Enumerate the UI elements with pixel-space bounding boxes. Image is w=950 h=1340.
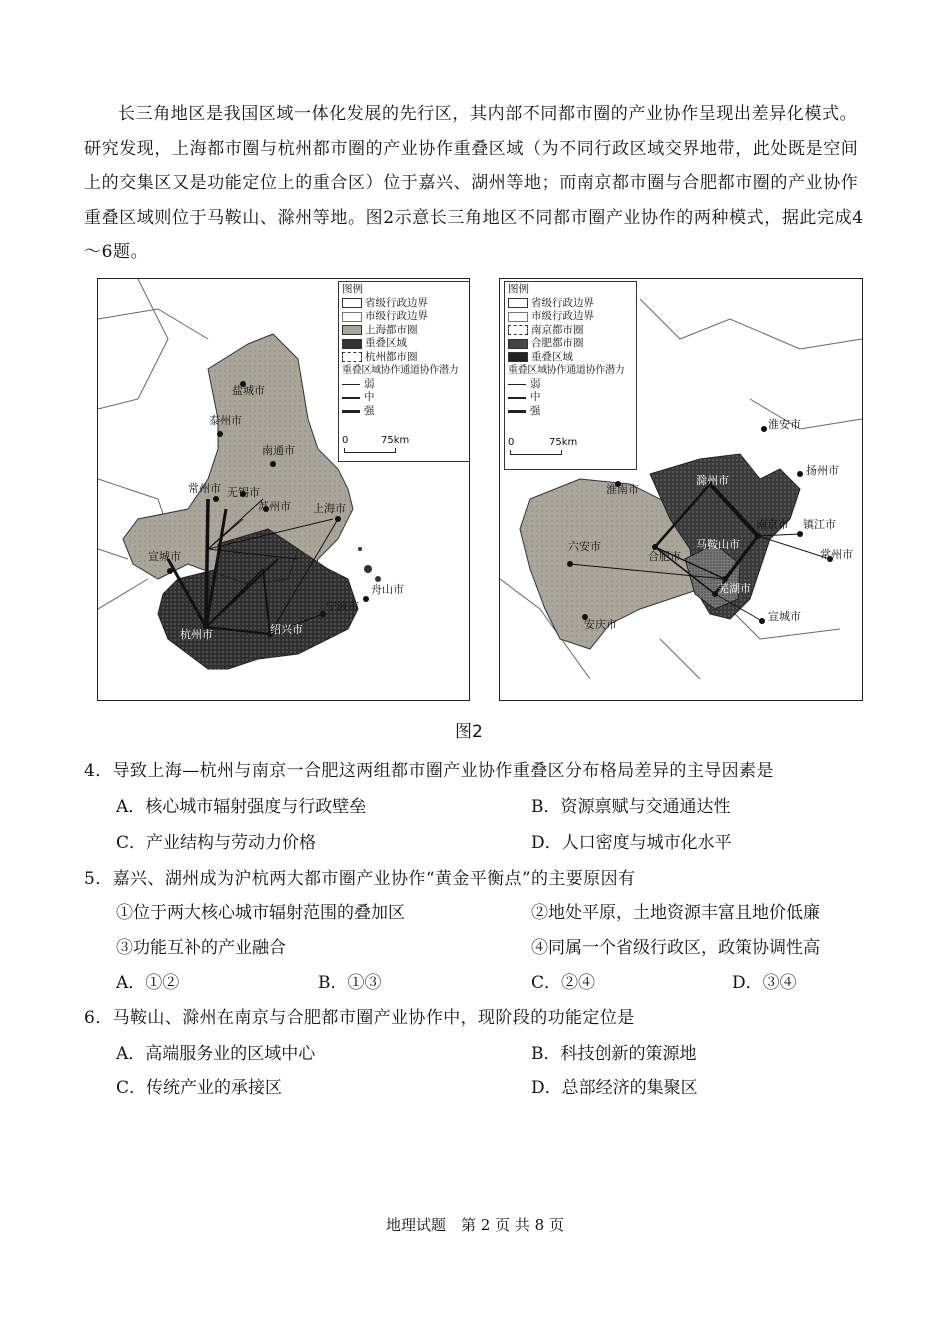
city-label: 淮南市 [606,483,639,496]
figure-caption: 图2 [455,722,483,742]
legend-swatch-shanghai [342,325,362,335]
city-label: 扬州市 [806,464,839,477]
statement-2: ②地处平原，土地资源丰富且地价低廉 [531,903,820,923]
city-label: 宣城市 [148,550,181,563]
legend-label: 中 [364,391,375,403]
legend-title: 图例 [342,283,363,295]
legend-swatch-hangzhou [342,352,362,362]
legend-swatch-province [508,298,528,308]
city-label: 泰州市 [209,414,242,427]
legend-label: 省级行政边界 [531,296,594,309]
scale-bar [344,448,396,453]
legend-swatch-province [342,298,362,308]
legend-label: 重叠区域 [531,350,573,363]
legend-label: 市级行政边界 [531,310,594,322]
city-label: 常州市 [188,482,221,495]
legend-label: 弱 [364,377,375,390]
legend-label: 杭州都市圈 [365,350,418,363]
city-label: 常州市 [820,548,853,561]
option-c[interactable]: C．②④ [531,973,596,993]
legend-swatch-overlap [508,352,528,362]
city-label: 马鞍山市 [696,538,740,551]
city-label: 六安市 [568,540,601,553]
legend-label: 强 [530,404,541,417]
page-footer: 地理试题 第 2 页 共 8 页 [386,1216,564,1234]
question-number: 5． [84,869,113,889]
legend-swatch-city [508,312,528,322]
scale-label: 75km [381,435,410,446]
city-label: 绍兴市 [270,623,303,636]
city-label: 淮安市 [768,418,801,431]
intro-paragraph: 长三角地区是我国区域一体化发展的先行区，其内部不同都市圈的产业协作呈现出差异化模式。研究发现，上海都市圈与杭州都市圈的产业协作重叠区域（为不同行政区域交界地带，此处既是空间上的交集区又是功能定位上的重合区）位于嘉兴、湖州等地；而南京都市圈与合肥都市圈的产业协作重叠区域则位于马鞍山、滁州等地。图2示意长三角地区不同都市圈产业协作的两种模式，据此完成4～6题。 [84,104,864,262]
legend-label: 弱 [530,377,541,390]
map-legend [338,281,470,462]
legend-label: 市级行政边界 [365,310,428,322]
line-medium-icon [508,397,526,399]
legend-swatch-overlap [342,339,362,349]
legend-label: 强 [364,404,375,417]
city-label: 南京市 [756,518,789,531]
statement-3: ③功能互补的产业融合 [116,938,286,958]
statement-1: ①位于两大核心城市辐射范围的叠加区 [116,903,405,923]
legend-swatch-city [342,312,362,322]
map-shanghai-hangzhou [97,278,470,701]
city-label: 镇江市 [803,518,836,531]
option-d[interactable]: D．人口密度与城市化水平 [531,833,732,853]
question-stem: 马鞍山、滁州在南京与合肥都市圈产业协作中，现阶段的功能定位是 [112,1008,635,1028]
option-b[interactable]: B．科技创新的策源地 [531,1044,697,1064]
legend-label: 重叠区域 [365,337,407,349]
option-c[interactable]: C．传统产业的承接区 [116,1078,283,1098]
question-5 [84,864,635,889]
statement-4: ④同属一个省级行政区，政策协调性高 [531,938,820,958]
option-b[interactable]: B．①③ [318,973,382,993]
city-label: 盐城市 [232,384,265,397]
legend-label: 中 [530,391,541,403]
scale-bar [510,450,562,455]
map-nanjing-hefei [499,278,863,701]
line-strong-icon [508,410,526,413]
question-4 [84,756,774,781]
line-weak-icon [508,384,526,385]
legend-title: 图例 [508,283,529,295]
legend-swatch-hefei [508,339,528,349]
city-label: 宁波市 [326,600,359,613]
city-label: 上海市 [313,502,346,515]
question-stem: 导致上海—杭州与南京一合肥这两组都市圈产业协作重叠区分布格局差异的主导因素是 [112,761,774,781]
question-stem: 嘉兴、湖州成为沪杭两大都市圈产业协作“黄金平衡点”的主要原因有 [112,869,636,889]
city-label: 杭州市 [180,628,213,641]
city-label: 南通市 [262,444,295,457]
city-label: 无锡市 [227,486,260,499]
scale-zero: 0 [342,435,349,446]
city-label: 安庆市 [584,618,617,631]
option-a[interactable]: A．①② [116,973,180,993]
city-label: 芜湖市 [718,582,751,595]
option-d[interactable]: D．③④ [732,973,797,993]
legend-label: 合肥都市圈 [531,337,584,349]
option-c[interactable]: C．产业结构与劳动力价格 [116,833,317,853]
legend-label: 省级行政边界 [365,296,428,309]
city-label: 苏州市 [258,500,291,513]
legend-swatch-nanjing [508,325,528,335]
legend-label: 南京都市圈 [531,323,584,336]
question-number: 4． [84,761,113,781]
question-number: 6． [84,1008,113,1028]
city-label: 合肥市 [648,550,681,563]
option-a[interactable]: A．核心城市辐射强度与行政壁垒 [116,797,367,817]
line-medium-icon [342,397,360,399]
city-label: 宣城市 [768,610,801,623]
legend-channel-title: 重叠区域协作通道协作潜力 [342,365,459,376]
legend-channel-title: 重叠区域协作通道协作潜力 [508,365,625,376]
scale-label: 75km [549,437,578,448]
city-label: 滁州市 [696,474,729,487]
map-legend [504,281,637,470]
option-a[interactable]: A．高端服务业的区域中心 [116,1044,316,1064]
option-b[interactable]: B．资源禀赋与交通通达性 [531,797,731,817]
line-strong-icon [342,410,360,413]
city-label: 舟山市 [371,583,404,596]
option-d[interactable]: D．总部经济的集聚区 [531,1078,698,1098]
question-6 [84,1003,635,1028]
line-weak-icon [342,384,360,385]
legend-label: 上海都市圈 [365,323,418,336]
scale-zero: 0 [508,437,515,448]
